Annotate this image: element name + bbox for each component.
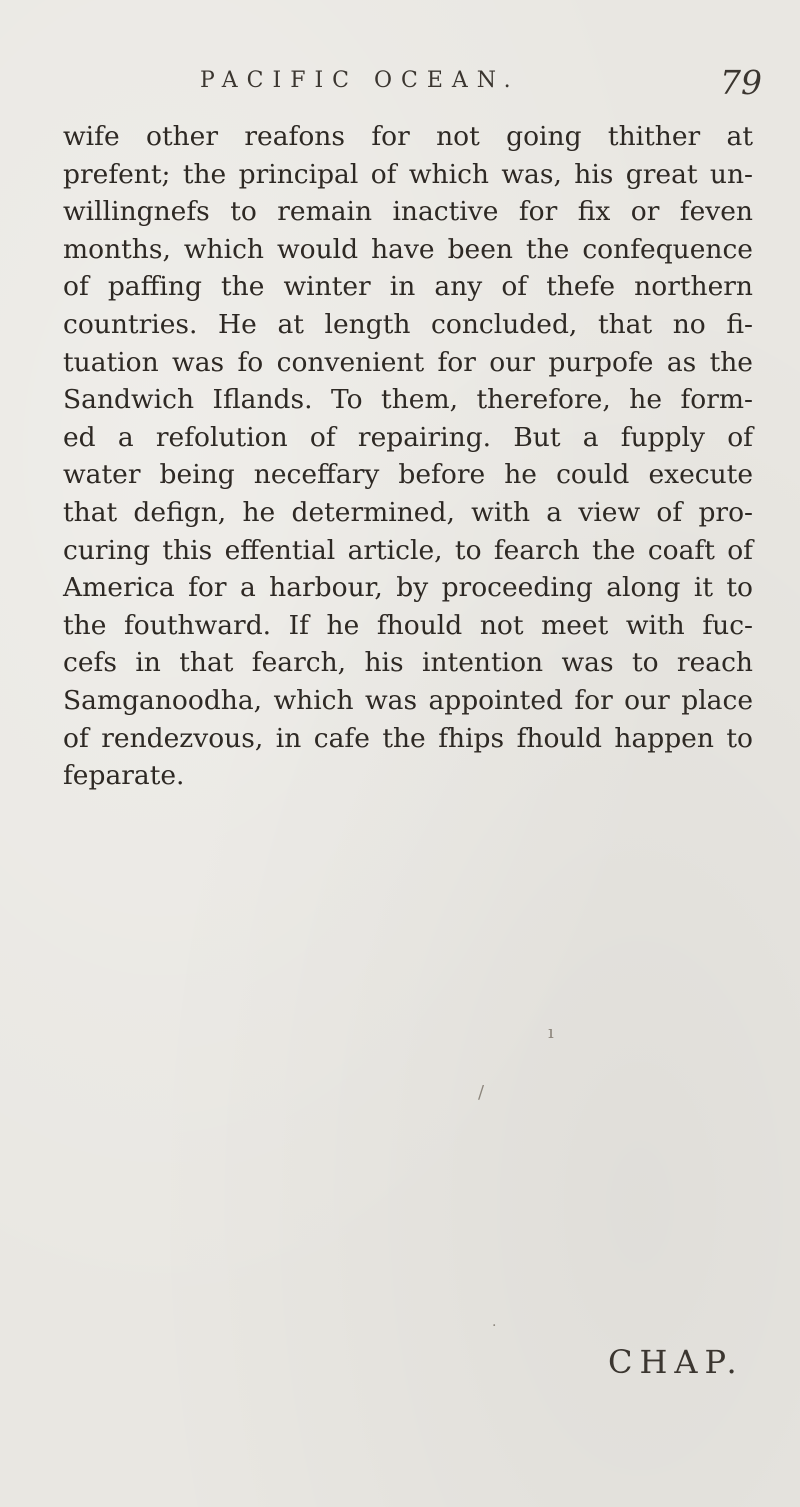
text-line: that defign, he determined, with a view of pro-: [63, 496, 753, 528]
paper-speck: /: [478, 1082, 485, 1103]
catchword: CHAP.: [608, 1343, 744, 1381]
text-line: water being neceffary before he could execute: [63, 459, 753, 491]
body-paragraph: [63, 118, 753, 795]
page-number: 79: [720, 63, 762, 102]
text-line: Sandwich Iflands. To them, therefore, he form-: [63, 384, 753, 416]
text-line: willingnefs to remain inactive for fix or feven: [63, 196, 753, 228]
text-line: of paffing the winter in any of thefe northern: [63, 271, 753, 303]
text-line: months, which would have been the confequence: [63, 233, 753, 265]
running-title: PACIFIC OCEAN.: [200, 68, 520, 93]
text-line: cefs in that fearch, his intention was to reach: [63, 647, 753, 679]
text-line: countries. He at length concluded, that no fi-: [63, 308, 753, 340]
text-line: of rendezvous, in cafe the fhips fhould happen to: [63, 722, 753, 754]
text-line: feparate.: [63, 760, 185, 792]
text-line: prefent; the principal of which was, his great un-: [63, 158, 753, 190]
text-line: Samganoodha, which was appointed for our place: [63, 684, 753, 716]
text-line: ed a refolution of repairing. But a fupply of: [63, 421, 753, 453]
text-line: America for a harbour, by proceeding along it to: [63, 572, 753, 604]
text-line: tuation was fo convenient for our purpofe as the: [63, 346, 753, 378]
paper-speck: ·: [492, 1318, 497, 1334]
text-line: curing this effential article, to fearch the coaft of: [63, 534, 753, 566]
text-line: wife other reafons for not going thither at: [63, 121, 753, 152]
text-line: the fouthward. If he fhould not meet with fuc-: [63, 609, 753, 641]
paper-speck: ı: [548, 1022, 554, 1043]
